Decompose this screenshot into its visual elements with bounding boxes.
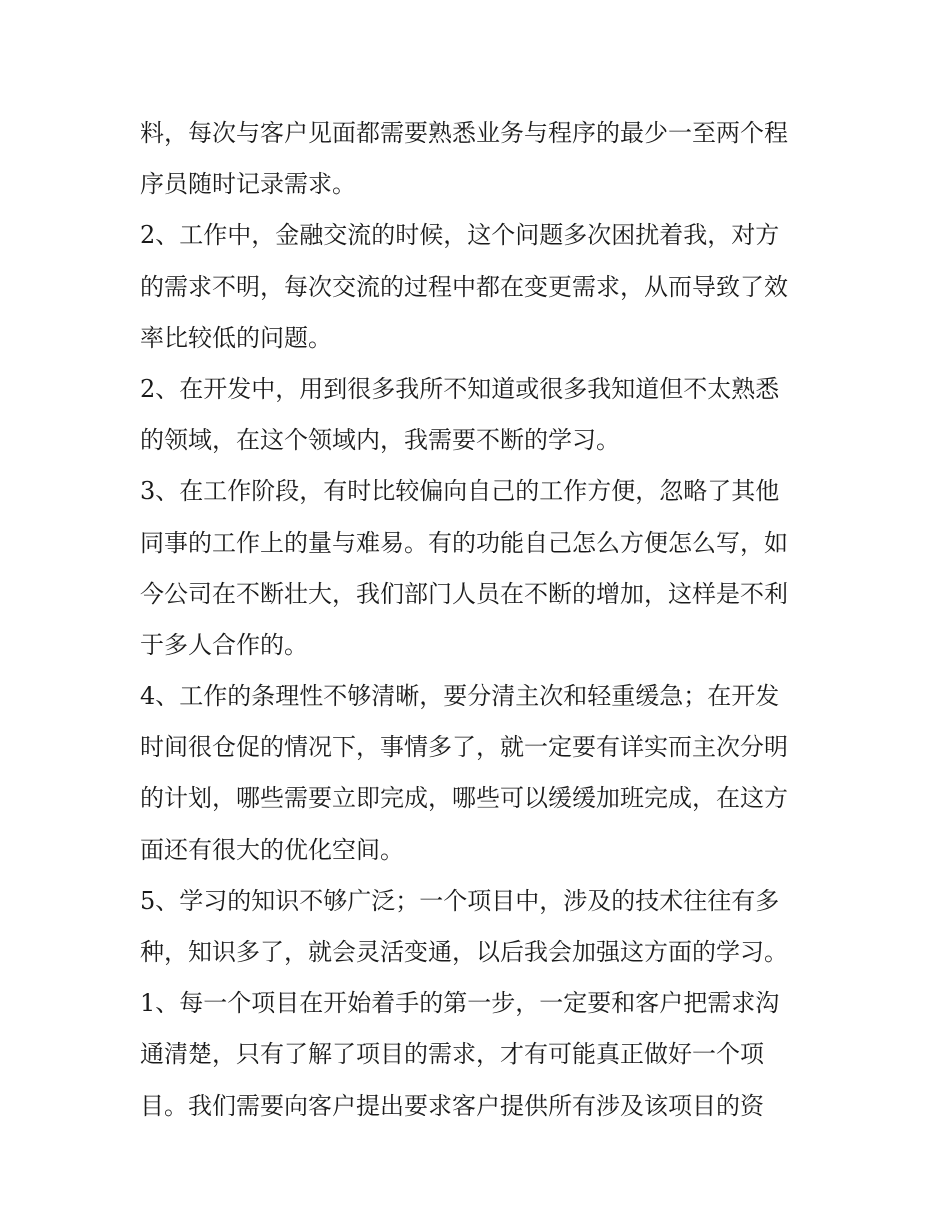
text-line-16: 5、学习的知识不够广泛；一个项目中，涉及的技术往往有多 (140, 886, 780, 915)
document-body (140, 108, 820, 1132)
text-line-18: 1、每一个项目在开始着手的第一步，一定要和客户把需求沟 (140, 989, 780, 1018)
text-line-19: 通清楚，只有了解了项目的需求，才有可能真正做好一个项 (140, 1040, 764, 1069)
text-line-12: 4、工作的条理性不够清晰，要分清主次和轻重缓急；在开发 (140, 682, 780, 711)
text-line-15: 面还有很大的优化空间。 (140, 835, 404, 864)
text-line-20: 目。我们需要向客户提出要求客户提供所有涉及该项目的资 (140, 1091, 764, 1120)
text-line-11: 于多人合作的。 (140, 630, 308, 659)
text-line-7: 的领域，在这个领域内，我需要不断的学习。 (140, 426, 620, 455)
text-line-14: 的计划，哪些需要立即完成，哪些可以缓缓加班完成，在这方 (140, 784, 788, 813)
text-line-1: 料，每次与客户见面都需要熟悉业务与程序的最少一至两个程 (140, 119, 788, 147)
text-line-4: 的需求不明，每次交流的过程中都在变更需求，从而导致了效 (140, 272, 788, 301)
text-line-10: 今公司在不断壮大，我们部门人员在不断的增加，这样是不利 (140, 579, 788, 608)
text-line-17: 种，知识多了，就会灵活变通，以后我会加强这方面的学习。 (140, 938, 788, 966)
text-line-6: 2、在开发中，用到很多我所不知道或很多我知道但不太熟悉 (140, 374, 780, 403)
text-line-5: 率比较低的问题。 (140, 323, 332, 352)
text-line-3: 2、工作中，金融交流的时候，这个问题多次困扰着我，对方 (140, 221, 780, 250)
text-line-2: 序员随时记录需求。 (140, 170, 356, 199)
text-line-8: 3、在工作阶段，有时比较偏向自己的工作方便，忽略了其他 (140, 477, 780, 506)
text-line-13: 时间很仓促的情况下，事情多了，就一定要有详实而主次分明 (140, 733, 788, 762)
text-line-9: 同事的工作上的量与难易。有的功能自己怎么方便怎么写，如 (140, 528, 788, 557)
